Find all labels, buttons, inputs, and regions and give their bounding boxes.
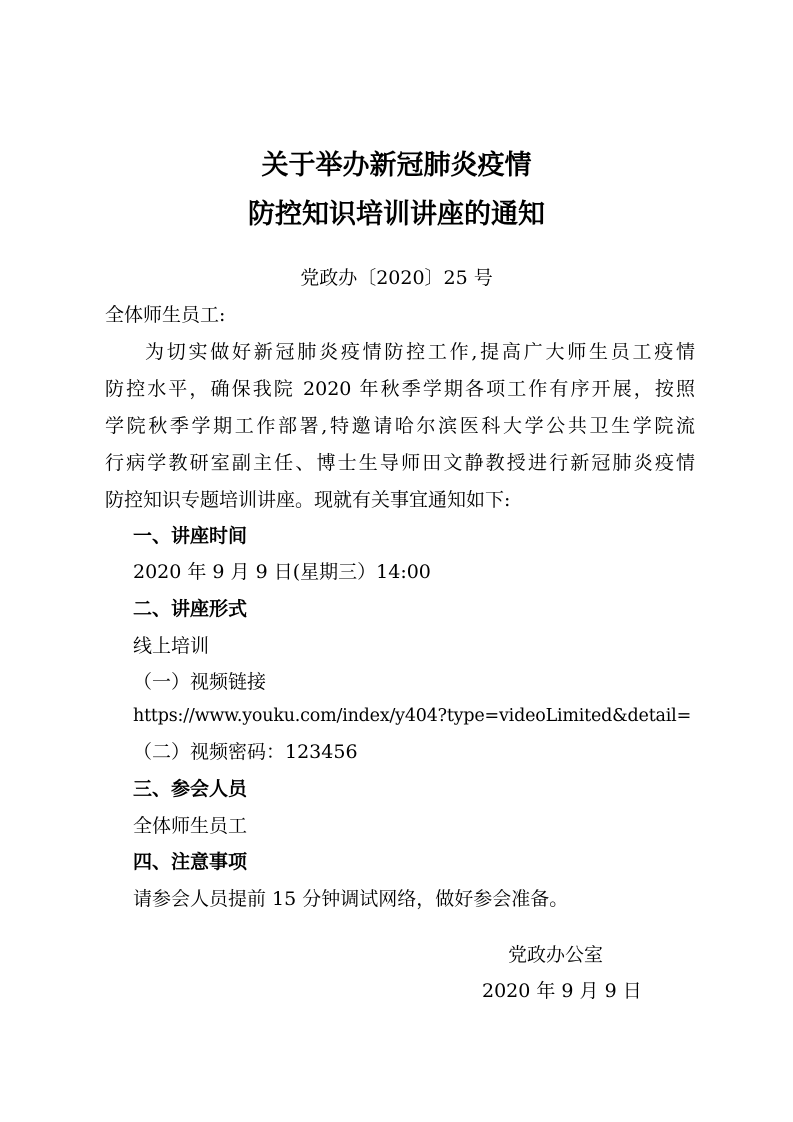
body-line-3: 学院秋季学期工作部署,特邀请哈尔滨医科大学公共卫生学院流 bbox=[105, 415, 695, 437]
section-2-sub-1: （一）视频链接 bbox=[133, 671, 267, 693]
title-line-2: 防控知识培训讲座的通知 bbox=[248, 199, 545, 230]
section-1-heading: 一、讲座时间 bbox=[133, 525, 248, 547]
salutation: 全体师生员工: bbox=[105, 304, 226, 326]
body-line-1: 为切实做好新冠肺炎疫情防控工作,提高广大师生员工疫情 bbox=[145, 341, 695, 363]
signature-org: 党政办公室 bbox=[508, 944, 604, 966]
video-link[interactable]: https://www.youku.com/index/y404?type=videoLimited&detail= bbox=[133, 706, 692, 726]
document-number: 党政办〔2020〕25 号 bbox=[300, 267, 493, 289]
section-3-heading: 三、参会人员 bbox=[133, 778, 248, 800]
section-3-text: 全体师生员工 bbox=[133, 815, 248, 837]
section-2-heading: 二、讲座形式 bbox=[133, 598, 248, 620]
section-2-sub-2: （二）视频密码：123456 bbox=[133, 741, 358, 763]
section-1-text: 2020 年 9 月 9 日(星期三）14:00 bbox=[133, 561, 431, 583]
section-2-text: 线上培训 bbox=[133, 635, 210, 657]
title-line-1: 关于举办新冠肺炎疫情 bbox=[261, 150, 532, 181]
signature-date: 2020 年 9 月 9 日 bbox=[482, 980, 642, 1002]
section-4-text: 请参会人员提前 15 分钟调试网络，做好参会准备。 bbox=[133, 888, 569, 910]
section-4-heading: 四、注意事项 bbox=[133, 851, 248, 873]
body-line-5: 防控知识专题培训讲座。现就有关事宜通知如下: bbox=[105, 489, 511, 511]
body-line-2: 防控水平，确保我院 2020 年秋季学期各项工作有序开展，按照 bbox=[105, 378, 695, 400]
body-line-4: 行病学教研室副主任、博士生导师田文静教授进行新冠肺炎疫情 bbox=[105, 452, 695, 474]
